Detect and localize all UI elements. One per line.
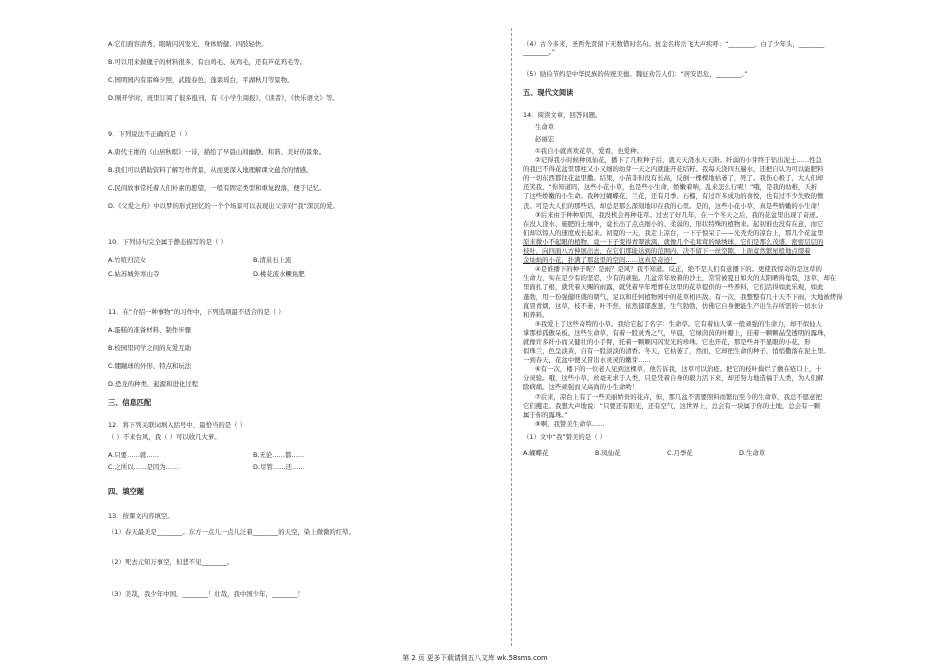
q9-stem: 9．下列说法不正确的是（ ） xyxy=(108,130,191,138)
article-line: 一到春天，花盆中便又冒出水灵灵的嫩芽…… xyxy=(523,356,651,365)
q14-stem: 14．阅读文章，回答问题。 xyxy=(523,111,602,119)
article-line: 分灵验。哦，这些小草，丝毫无求于人类，只是凭着自身的毅力活下来，却还努力地造福于人类，为人们解 xyxy=(523,374,824,383)
section-3-heading: 三、信息匹配 xyxy=(108,398,152,407)
article-line: 它们攫走。我想大声地说：“只要还有阳光，还有空气，这世界上，总会有一块属于你的土地，总会有一颗 xyxy=(523,401,821,410)
q10-option-d: D.桃花流水鳜鱼肥 xyxy=(253,270,305,278)
article-line: ⑥有一次，楼下的一位老人见到这棵草，他告诉我，这草可以治疮。把它的枝叶捣烂了敷在疮口上，十 xyxy=(535,365,822,374)
article-line: ④是谁播下的种子呢？是雨？是风？我不知道。反正，绝不是人们有意播下的。更使我惊奇的是这草的 xyxy=(535,265,822,274)
q14-sub1-option-c: C.月季花 xyxy=(667,448,693,457)
q13-item-3: （3）美哉，我少年中国，________！壮哉，我中国少年，________！ xyxy=(108,590,304,598)
q12-sentence: （ ）不来台风，我（ ）可以收几大萝。 xyxy=(108,433,221,441)
article-author: 赵丽宏 xyxy=(535,135,555,143)
q10-options-row1 xyxy=(108,256,488,264)
q14-sub1-option-d: D.生命草 xyxy=(739,448,766,457)
q13-stem: 13．按课文内容填空。 xyxy=(108,512,174,520)
article-line: 生命力，实在是少有的坚忍，少有的顽强。几盆常年放着的沙土，常常被夏日如火的太阳晒得龟裂，这草，却在 xyxy=(523,274,837,283)
q13-item-5: （5）励俭节约是中华民族的传统美德。魏征劝告人们：“居安思危，________。” xyxy=(523,70,748,78)
q10-option-c: C.姑苏城外寒山寺 xyxy=(108,270,160,278)
q12-stem: 12．将下列关联词填入括号中，最恰当的是（ ） xyxy=(108,421,246,429)
q12-options-row1 xyxy=(108,451,488,459)
q13-item-4: （4）古今多来，圣哲先贤留下无数惜时名句。抗金名将岳飞大声疾呼：“________，白了少年头，________ xyxy=(523,40,825,48)
q12-options-row2 xyxy=(108,463,488,471)
article-line: ②记得我小时候种凤仙花，播下了几粒种子后，就天天浇水天天盼。纤弱的小芽终于钻出泥土……性急 xyxy=(535,156,822,165)
q9-option-d: D.《父爱之舟》中以梦的形式回忆的一个个场景可以表现出父亲对“我”深沉的爱。 xyxy=(108,202,339,210)
article-line: ③后来由于种种原因，我没机会再种花草。过去了好几年，在一个冬天之后，我的花盆里出现了奇迹。 xyxy=(535,210,822,219)
q13-item-4-continued: ________。” xyxy=(523,48,556,56)
q10-option-b: B.清泉石上流 xyxy=(253,256,292,264)
q12-option-c: C.之所以……是因为…… xyxy=(108,463,179,471)
q8-option-d: D.刚开学时，班里订阅了很多报刊，有《小学生周报》，《读者》，《快乐语文》等。 xyxy=(108,94,339,102)
q11-option-c: C.绷蹦球的外形、特点和玩法 xyxy=(108,362,192,370)
q12-option-a: A.只要……就…… xyxy=(108,451,160,459)
article-line: 似珠兰，色呈淡黄，自有一股淡淡的清香。冬天，它枯萎了，然而，它却把生命的种子，悄悄撒落在泥土里。 xyxy=(523,347,830,356)
article-line: ⑦后来，凉台上有了一些美丽娇贵的花卉，但，那几盆不需要照料而繁衍至今的生命草，我总不愿意把 xyxy=(535,392,822,401)
q8-option-b: B.可以用来做毽子的材料很多，有白鸡毛、灰鸡毛，还有芦花鸡毛等。 xyxy=(108,58,307,66)
article-line: 的一切东西都往花盆里撒。结果，小苗非但没有长高，反倒一棵棵地枯萎了，死了。我伤心极了，大人们却 xyxy=(523,174,824,183)
article-line: 丧。可是大人们的那些话，却总是那么深刻地印在我的心里。是的，这些小花小草，真是些娇嫩的小生命！ xyxy=(523,201,824,210)
q13-item-1: （1）春天最美是________。东方一点儿一点儿泛着________的天空，染上微微的红晕。 xyxy=(108,528,355,536)
q14-sub1-stem: （1）文中“我”赞美的是（ ） xyxy=(523,432,607,441)
q14-sub1-option-b: B.凤仙花 xyxy=(595,448,621,457)
q10-options-row2 xyxy=(108,270,488,278)
article-line: 还笑我，“你知道吗，这些小花小草，也是些小生命，娇嫩着呐，乱来怎么行呢！”哦，是我的幼稚，夭折 xyxy=(523,183,818,192)
column-divider xyxy=(511,28,512,646)
q14-sub1-options xyxy=(523,449,918,457)
article-line: 就像许多纤小而又健壮的小手臂，托着一颗颗闪闪发光的珍珠。它也开花，那是些并不显眼的小花，形 xyxy=(523,337,811,346)
section-5-heading: 五、现代文阅读 xyxy=(523,88,574,97)
article-line: 蓬勃，用一份强健旺盛的朝气，足以和任何植物园中的花草相匹敌。有一次，我整整有几十天不下雨，大地被烤得 xyxy=(523,292,843,301)
article-line: ⑧啊，我赞美生命草…… xyxy=(535,419,605,428)
article-line: ①我自小就喜欢花草，爱看，也爱种。 xyxy=(535,147,643,155)
article-line: 里面扎了根，就凭着天赐的雨露，就凭着早年埋葬在这里的花草提供的一些养料，它们活得如此乐观，如此 xyxy=(523,283,824,292)
article-line: 在没人浇水、施肥的土壤中，竟长出了点点细小的、柔弱的、形状特殊的植物来。起初谁也没有在意，而它 xyxy=(523,219,824,228)
q10-option-a: A.竹喧归浣女 xyxy=(108,256,147,264)
article-line: 直冒青烟，这草，枝不萎，叶不焦，依然郁郁葱葱，生气勃勃，仿佛它自身便能生产出生存所需的一切水分 xyxy=(523,301,824,310)
section-4-heading: 四、填空题 xyxy=(108,487,144,496)
article-body xyxy=(523,147,918,429)
q9-option-b: B.我们可以借助资料了解写作背景，从而更深入地理解课文蕴含的情感。 xyxy=(108,166,313,174)
q11-option-a: A.蛋糕的准备材料、制作步骤 xyxy=(108,326,191,334)
q11-stem: 11．在“介绍一种事物”的习作中，下列选项最不适合的是（ ） xyxy=(108,308,285,316)
q8-option-a: A.它们面容清秀、眼睛闪闪发光、身体娇健、四肢轻快。 xyxy=(108,40,268,48)
q14-sub1-option-a: A.蝴蝶花 xyxy=(523,448,549,457)
article-line: ⑤我爱上了这些奇特的小草。我给它起了名字：生命草。它有着仙人掌一般顽强的生命力，却不似仙人 xyxy=(535,319,822,328)
q9-option-c: C.民间故事常托着人们朴素的愿望，一般有固定类型和重复段落，便于记忆。 xyxy=(108,184,326,192)
article-line: 了这些娇嫩的小生命。我种过蝴蝶花、兰花，还有月季、石榴，有过许多成功的喜悦，也有过不少失败的懊 xyxy=(523,192,824,201)
q11-option-d: D.恐龙的种类、起源和进化过程 xyxy=(108,380,199,388)
article-line: 掌那样孤傲呆板。这些生命草，有着一股灵秀之气，早晨，它绿茵茵的叶瓣上，挂着一颗颗晶莹透明的露珠， xyxy=(523,328,830,337)
article-line: 除病痛。这些顽强而又高尚的小生命哟！ xyxy=(523,383,639,392)
q8-option-c: C.园明园内有雷峰夕照，武陵春色，蓬莱瑶台，平湖秋月等景物。 xyxy=(108,76,294,84)
q13-item-2: （2）死去元知万事空，但悲不见________。 xyxy=(108,558,234,566)
article-line-underlined: 枝叶，向四面八方伸展出去，在它们那能达到的范围内，决不留下一丝空隙，上面竟然繁星般地点缀着 xyxy=(523,247,811,256)
right-column xyxy=(523,40,918,457)
article-line: 们却以惊人的速度成长起来。初夏的一天，我走上凉台，一下子惊呆了——光秃秃的凉台上，那几个花盆里 xyxy=(523,228,824,237)
left-column xyxy=(108,40,488,598)
q9-option-a: A.唐代王维的《山居秋暝》一诗，描绘了早晨山间幽静、和谐、美好的景象。 xyxy=(108,148,326,156)
page-footer: 第 2 页 更多下载请到五八文库 wk.58sms.com xyxy=(402,654,548,662)
article-line-underlined: 金灿灿的小花，扑满了那盆里的空间……这真是奇迹！ xyxy=(523,256,677,265)
q12-option-d: D.尽管……还…… xyxy=(253,463,305,471)
q10-stem: 10．下列诗句完全属于静态描写的是（ ） xyxy=(108,238,227,246)
article-line-underlined: 原来微小不起眼的植物，竟一下子变得青翠欲滴，就像几个毛茸茸的绿绣球，它们是那么茂盛，密密层层的 xyxy=(523,237,824,246)
article-line: 和养料。 xyxy=(523,310,549,319)
q12-option-b: B.无论……都…… xyxy=(253,451,305,459)
article-line: 属于你的露珠。” xyxy=(523,410,568,419)
article-title: 生命草 xyxy=(535,123,555,131)
q11-option-b: B.校园里同学之间的友爱互助 xyxy=(108,344,192,352)
article-line: 的我巴不得花盆里那柱又小又细的幼芽一天之内就能开花结籽。我每天浇四五遍水，还把自认为可以能肥料 xyxy=(523,165,824,174)
